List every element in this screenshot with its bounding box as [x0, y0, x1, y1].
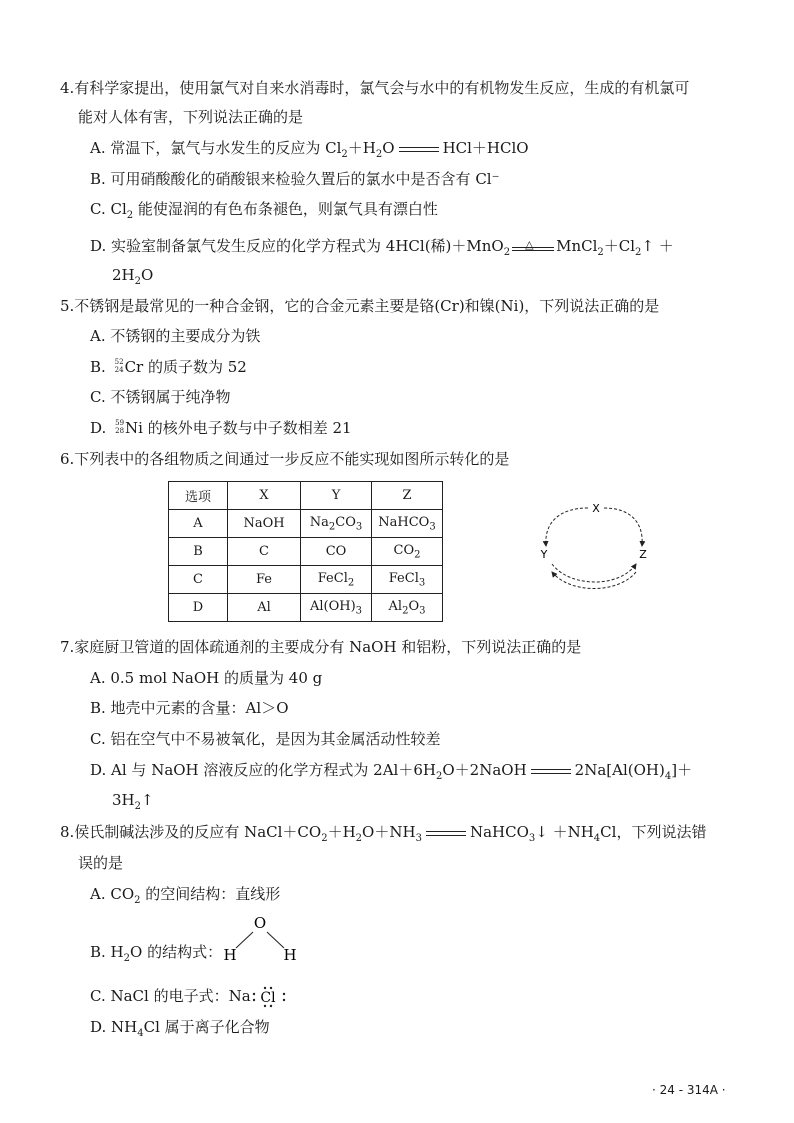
q7-option-c: C. 铝在空气中不易被氧化，是因为其金属活动性较差	[90, 730, 441, 748]
q6-stem: 6.下列表中的各组物质之间通过一步反应不能实现如图所示转化的是	[60, 450, 510, 468]
q5-option-d: D. 59 28 Ni 的核外电子数与中子数相差 21	[90, 419, 352, 437]
q5-stem: 5.不锈钢是最常见的一种合金钢，它的合金元素主要是铬(Cr)和镍(Ni)，下列说法正确的是	[60, 297, 660, 315]
q5-option-a: A. 不锈钢的主要成分为铁	[90, 327, 261, 345]
equals-arrow	[531, 769, 571, 774]
table-cell: C	[228, 538, 301, 566]
q4-stem-line1: 4.有科学家提出，使用氯气对自来水消毒时，氯气会与水中的有机物发生反应，生成的有机氯可	[60, 79, 690, 97]
table-cell: $CO_2$	[372, 538, 443, 566]
q8-option-c: C. NaCl 的电子式：Na Cl	[90, 986, 291, 1008]
q7-option-d-cont: $3H_2↑$	[112, 791, 154, 812]
table-header-cell: X	[228, 482, 301, 510]
table-cell: $Na_2CO_3$	[301, 510, 372, 538]
water-structural-formula	[220, 912, 300, 968]
table-cell: FeCl$_3$	[372, 566, 443, 594]
atom-o: O	[253, 914, 267, 932]
table-cell: D	[169, 594, 228, 622]
q5-option-b: B. 52 24 Cr 的质子数为 52	[90, 358, 247, 376]
q4-option-d: D. 实验室制备氯气发生反应的化学方程式为 4HCl(稀)＋MnO$_2$ △ $MnCl_2+Cl_2↑$ ＋	[90, 237, 674, 258]
q4-option-d-cont: $2H_2O$	[112, 266, 154, 287]
table-cell: FeCl$_2$	[301, 566, 372, 594]
table-header-row	[169, 482, 443, 510]
diagram-node-z: Z	[639, 548, 647, 561]
equals-arrow	[399, 147, 439, 152]
q4-option-b: B. 可用硝酸酸化的硝酸银来检验久置后的氯水中是否含有 Cl⁻	[90, 170, 500, 188]
table-row	[169, 510, 443, 538]
q8-option-a: A. $CO_2$ 的空间结构：直线形	[90, 885, 281, 906]
table-row	[169, 538, 443, 566]
q4-option-c: C. $Cl_2$ 能使湿润的有色布条褪色，则氯气具有漂白性	[90, 200, 438, 221]
q7-option-a: A. 0.5 mol NaOH 的质量为 40 g	[90, 669, 323, 687]
atom-h-right: H	[283, 946, 297, 964]
q8-stem-line1: 8.侯氏制碱法涉及的反应有 $NaCl+CO_2+H_2O+NH_3$ NaHCO$_3$↓ $+NH_4Cl$，下列说法错	[60, 823, 707, 844]
table-cell: NaHCO$_3$	[372, 510, 443, 538]
atom-h-left: H	[223, 946, 237, 964]
table-row	[169, 566, 443, 594]
table-cell: B	[169, 538, 228, 566]
q6-table	[168, 481, 443, 622]
q4-option-a: A. 常温下，氯气与水发生的反应为 $Cl_2+H_2O$ HCl＋HClO	[90, 139, 529, 160]
table-header-cell: Z	[372, 482, 443, 510]
table-cell: $Al_2O_3$	[372, 594, 443, 622]
q5-option-c: C. 不锈钢属于纯净物	[90, 388, 231, 406]
table-cell: Al	[228, 594, 301, 622]
table-cell: C	[169, 566, 228, 594]
table-row	[169, 594, 443, 622]
q8-option-b: B. $H_2O$ 的结构式：	[90, 943, 223, 964]
isotope-notation: 59 28	[115, 419, 125, 435]
table-cell: A	[169, 510, 228, 538]
heating-condition-arrow: △	[510, 236, 556, 256]
table-header-cell: 选项	[169, 482, 228, 510]
table-cell: $Al(OH)_3$	[301, 594, 372, 622]
q7-option-b: B. 地壳中元素的含量：Al＞O	[90, 699, 289, 717]
isotope-notation: 52 24	[114, 358, 124, 374]
table-cell: CO	[301, 538, 372, 566]
table-header-cell: Y	[301, 482, 372, 510]
q7-stem: 7.家庭厨卫管道的固体疏通剂的主要成分有 NaOH 和铝粉，下列说法正确的是	[60, 638, 582, 656]
page-code: · 24 - 314A ·	[652, 1083, 726, 1097]
q8-stem-line2: 误的是	[78, 854, 124, 872]
table-cell: NaOH	[228, 510, 301, 538]
diagram-node-y: Y	[540, 548, 548, 561]
q4-stem-line2: 能对人体有害，下列说法正确的是	[78, 108, 304, 126]
equals-arrow	[426, 831, 466, 836]
electron-dot-formula	[251, 986, 291, 1008]
q8-option-d: D. $NH_4Cl$ 属于离子化合物	[90, 1018, 270, 1039]
table-cell: Fe	[228, 566, 301, 594]
atom-cl: Cl	[260, 990, 276, 1006]
q7-option-d: D. Al 与 NaOH 溶液反应的化学方程式为 $2Al+6H_2O+2NaOH$ $2Na[Al(OH)_4]+$	[90, 761, 693, 782]
diagram-node-x: X	[592, 502, 600, 515]
conversion-cycle-diagram	[530, 492, 660, 602]
